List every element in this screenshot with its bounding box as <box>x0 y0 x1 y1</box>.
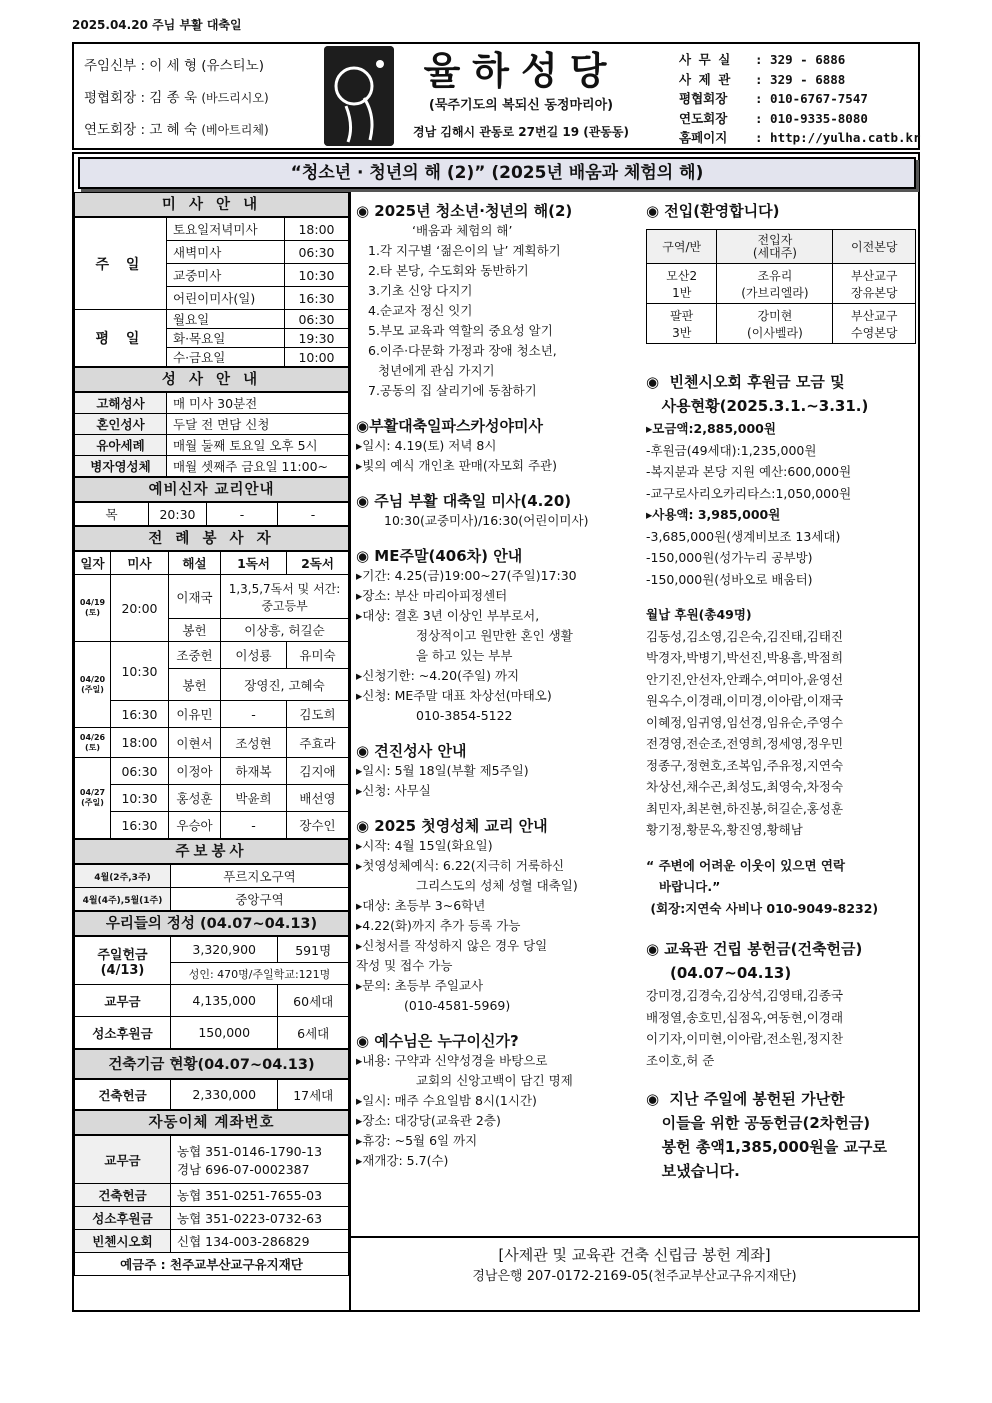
transfer-title: ◉ 전입(환영합니다) <box>646 202 780 220</box>
middle-column <box>356 198 641 1185</box>
offering-title: 우리들의 정성 (04.07~04.13) <box>74 911 349 936</box>
parish-name: 율하성당 <box>423 49 619 93</box>
liturgy-table: 일자 미사 해설 1독서 2독서 04/19 (토) 20:00 이재국 1,3,5,7독서 및 서간: 중고등부 봉헌 이상흥, 허길순 04/20 (주일) 10:30 조중헌 이성룡 유미숙 봉헌 장영진, 고혜숙 16:30 이유민 - 김도희 04/26 (토) 18:00 이현서 조성현 주효라 04/27 (주일) 06:30 이정아 하재복 김지애 10:30 홍성훈 박윤희 배선영 16:30 우승아 - 장수인 <box>74 551 349 839</box>
edu-building-donors: 강미경,김경숙,김상석,김영태,김종국 배정열,송호민,심점옥,여동현,이경래 이기자,이미현,이아람,전소원,정지찬 조이호,허 준 <box>646 988 844 1068</box>
yeon-chair-line: 연도회장 : 고 혜 숙 (베아트리체) <box>84 122 269 138</box>
contact-rectory: 사 제 관 : 329 - 6888 <box>679 71 846 87</box>
youth-year-section: ◉ 2025년 청소년·청년의 해(2) ‘배움과 체험의 해’ 1.각 지구별 ‘젊은이의 날’ 계획하기 2.타 본당, 수도회와 동반하기 3.기초 신앙 다지기 4.순교자 정신 잇기 5.부모 교육과 역할의 중요성 알기 6.이주·다문화 가정과 장애 청소년, 청년에게 관심 가지기 7.공동의 집 살리기에 동참하기 <box>356 202 573 398</box>
left-column <box>74 192 351 1310</box>
bulletin-body <box>72 152 920 1312</box>
who-is-jesus-section: ◉ 예수님은 누구이신가? ▸내용: 구약과 신약성경을 바탕으로 교회의 신앙고백이 담긴 명제 ▸일시: 매주 수요일밤 8시(1시간) ▸장소: 대강당(교육관 2층) ▸휴강: ~5월 6일 까지 ▸재개강: 5.7(수) <box>356 1032 573 1168</box>
transfer-table: 구역/반 전입자 (세대주) 이전본당 모산2 1반 조유리 (가브리엘라) 부산교구 장유본당 팔판 3반 강미현 (이사벨라) 부산교구 수영본당 <box>646 229 916 344</box>
edu-building-period: (04.07~04.13) <box>670 964 792 982</box>
bulletin-service-table: 4월(2주,3주) 푸르지오구역 4월(4주),5월(1주) 중앙구역 <box>74 864 349 911</box>
vincent-note: “ 주변에 어려운 이웃이 있으면 연락 바랍니다.” (회장:지연숙 사비나 010-9049-8232) <box>646 857 879 916</box>
catechumen-table: 목 20:30 - - <box>74 502 349 526</box>
bulletin-header <box>72 42 920 150</box>
contact-homepage: 홈페이지 : http://yulha.catb.kr <box>679 130 921 145</box>
theme-banner: “청소년 · 청년의 해 (2)” (2025년 배움과 체험의 해) <box>78 157 916 189</box>
confirmation-section: ◉ 견진성사 안내 ▸일시: 5월 18일(부활 제5주일) ▸신청: 사무실 <box>356 742 529 798</box>
liturgy-title: 전 례 봉 사 자 <box>74 526 349 551</box>
poor-collection-notice: ◉ 지난 주일에 봉헌된 가난한 이들을 위한 공동헌금(2차헌금) 봉헌 총액1,385,000원을 교구로 보냈습니다. <box>646 1090 887 1180</box>
building-account-box <box>351 1236 918 1310</box>
council-chair-line: 평협회장 : 김 종 욱 (바드리시오) <box>84 90 269 106</box>
easter-vigil-section: ◉부활대축일파스카성야미사 ▸일시: 4.19(토) 저녁 8시 ▸빛의 예식 개인초 판매(자모회 주관) <box>356 417 557 473</box>
parish-address: 경남 김해시 관동로 27번길 19 (관동동) <box>413 125 629 139</box>
first-communion-section: ◉ 2025 첫영성체 교리 안내 ▸시작: 4월 15일(화요일) ▸첫영성체예식: 6.22(지극히 거룩하신 그리스도의 성체 성혈 대축일) ▸대상: 초등부 3~6학년 ▸4.22(화)까지 추가 등록 가능 ▸신청서를 작성하지 않은 경우 당일 작성 및 접수 가능 ▸문의: 초등부 주일교사 (010-4581-5969) <box>356 817 578 1013</box>
donors-title: 월납 후원(총49명) <box>646 607 752 622</box>
mass-title: 미 사 안 내 <box>74 192 349 217</box>
vincent-report: ▸모금액:2,885,000원 -후원금(49세대):1,235,000원 -복지분과 본당 지원 예산:600,000원 -교구로사리오카리타스:1,050,000원 ▸사용액: 3,985,000원 -3,685,000원(생계비보조 13세대) -150,000원(성가누리 공부방) -150,000원(성바오로 배움터) <box>646 421 852 587</box>
sacrament-title: 성 사 안 내 <box>74 367 349 392</box>
parish-patron: (묵주기도의 복되신 동정마리아) <box>428 98 614 113</box>
parish-title-block <box>386 48 656 140</box>
contact-council: 평협회장 : 010-6767-7547 <box>679 91 868 106</box>
easter-mass-section: ◉ 주님 부활 대축일 미사(4.20) 10:30(교중미사)/16:30(어린이미사) <box>356 492 589 528</box>
me-weekend-section: ◉ ME주말(406차) 안내 ▸기간: 4.25(금)19:00~27(주일)17:30 ▸장소: 부산 마리아피정센터 ▸대상: 결혼 3년 이상인 부부로서, 정상적이고 원만한 혼인 생활 을 하고 있는 부부 ▸신청기한: ~4.20(주일) 까지 ▸신청: ME주말 대표 차상선(마태오) 010-3854-5122 <box>356 547 577 723</box>
building-account-number: 경남은행 207-0172-2169-05(천주교부산교구유지재단) <box>472 1269 797 1284</box>
right-column <box>646 198 918 1183</box>
mass-table: 주 일 토요일저녁미사 18:00 새벽미사 06:30 교중미사 10:30 어린이미사(일) 16:30 평 일 월요일 06:30 화·목요일 19:30 수·금요일 10:00 <box>74 217 349 367</box>
autopay-title: 자동이체 계좌번호 <box>74 1110 349 1135</box>
parish-staff <box>84 50 314 146</box>
contact-list <box>679 50 919 148</box>
bulletin-service-title: 주보봉사 <box>74 839 349 864</box>
catechumen-title: 예비신자 교리안내 <box>74 477 349 502</box>
donors-list: 김동성,김소영,김은숙,김진태,김태진 박경자,박병기,박선진,박용흠,박점희 안기진,안선자,안쾌수,여미아,윤영선 원옥수,이경래,이미경,이아람,이재국 이혜정,임귀영,임선경,임유순,주영수 전경영,전순조,전영희,정세영,정우민 정종구,정현호,조복임,주유정,지연숙 차상선,채수곤,최성도,최영숙,차정숙 최민자,최본현,하진봉,허길순,홍성훈 황기정,황문옥,황진영,황해남 <box>646 628 844 837</box>
contact-office: 사 무 실 : 329 - 6886 <box>679 52 846 67</box>
building-fund-title: 건축기금 현황(04.07~04.13) <box>74 1049 349 1079</box>
offering-table: 주일헌금 (4/13) 3,320,900 591명 성인: 470명/주일학교:121명 교무금 4,135,000 60세대 성소후원금 150,000 6세대 <box>74 936 349 1049</box>
pastor-line: 주임신부 : 이 세 형 (유스티노) <box>84 58 264 74</box>
autopay-table: 교무금 농협 351-0146-1790-13 경남 696-07-0002387 건축헌금 농협 351-0251-7655-03 성소후원금 농협 351-0223-0732-63 빈첸시오회 신협 134-003-286829 예금주 : 천주교부산교구유지재단 <box>74 1135 349 1276</box>
bulletin-date: 2025.04.20 주님 부활 대축일 <box>72 18 242 32</box>
sacrament-table: 고해성사 매 미사 30분전 혼인성사 두달 전 면담 신청 유아세례 매월 둘째 토요일 오후 5시 병자영성체 매월 셋째주 금요일 11:00~ <box>74 392 349 477</box>
building-fund-table: 건축헌금 2,330,000 17세대 <box>74 1079 349 1110</box>
building-account-title: [사제관 및 교육관 건축 신립금 봉헌 계좌] <box>498 1246 771 1264</box>
parish-emblem-icon <box>324 46 394 146</box>
edu-building-title: ◉ 교육관 건립 봉헌금(건축헌금) <box>646 940 863 958</box>
vincent-title: ◉ 빈첸시오회 후원금 모금 및 사용현황(2025.3.1.~3.31.) <box>646 373 869 415</box>
contact-yeon: 연도회장 : 010-9335-8080 <box>679 110 868 126</box>
